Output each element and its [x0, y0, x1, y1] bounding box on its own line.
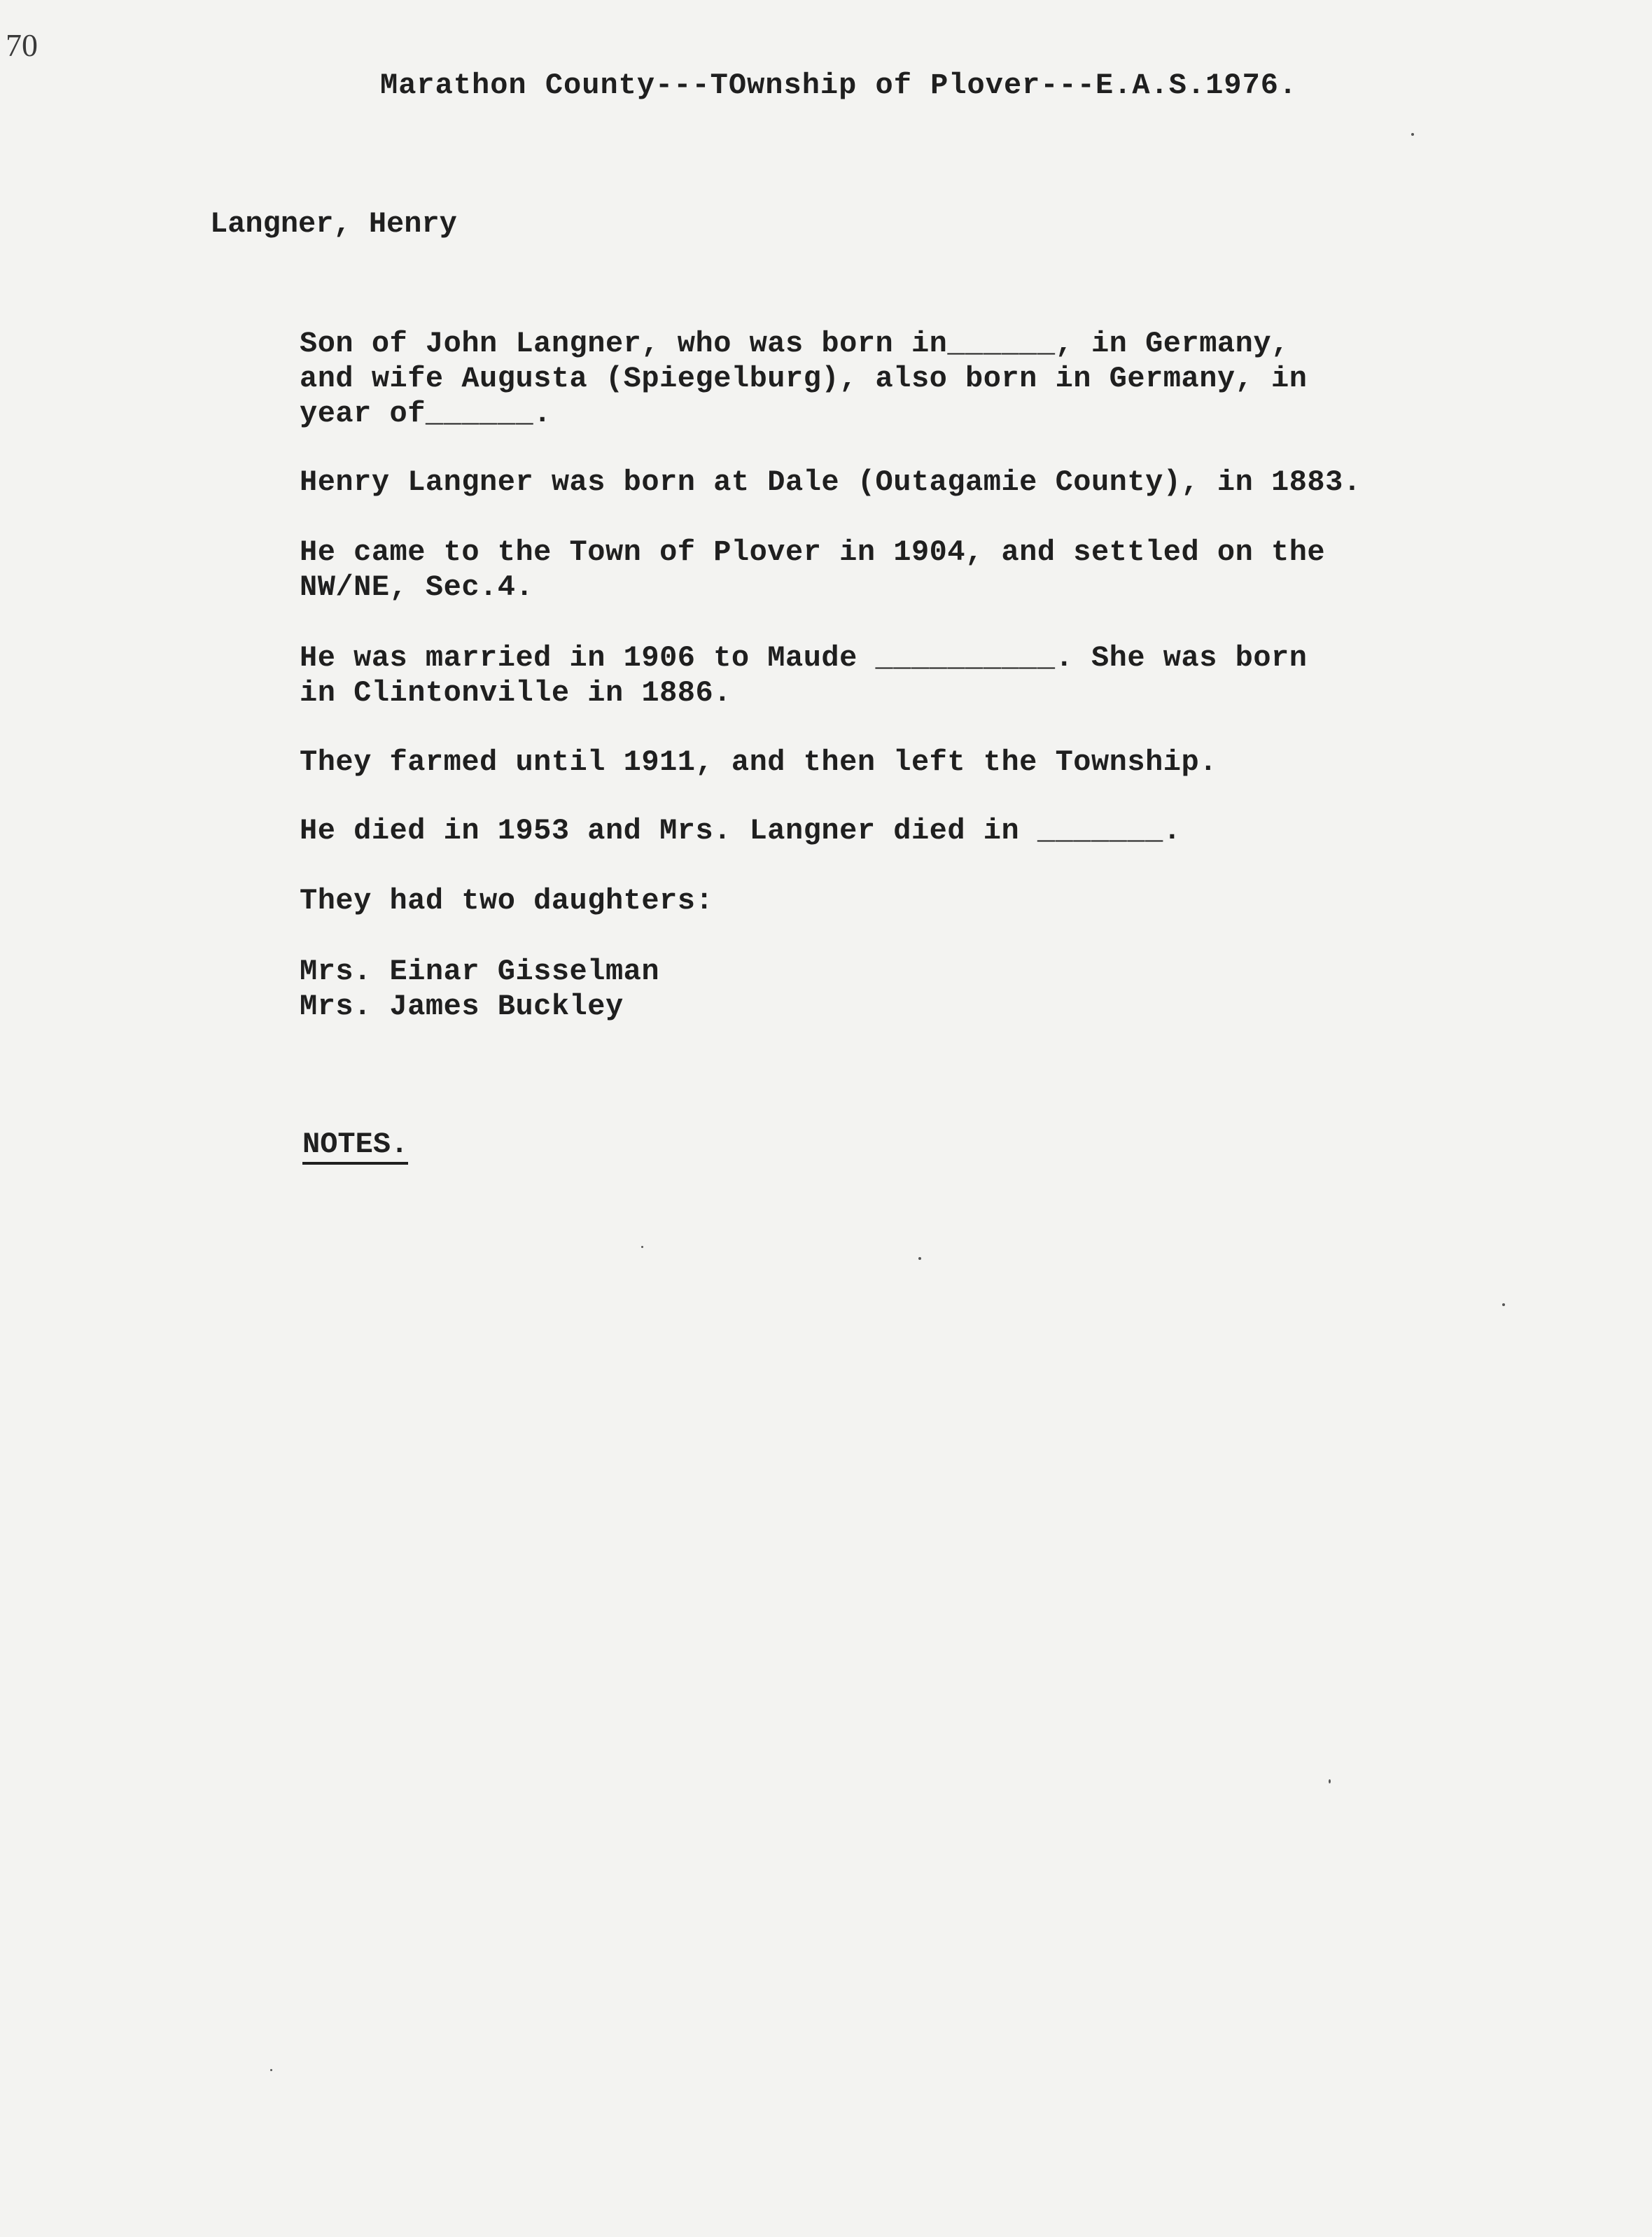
paragraph-farming: They farmed until 1911, and then left the Township.	[300, 745, 1217, 779]
paragraph-settlement: He came to the Town of Plover in 1904, and settled on the NW/NE, Sec.4.	[300, 535, 1326, 604]
notes-heading: NOTES.	[302, 1128, 408, 1165]
paragraph-birth: Henry Langner was born at Dale (Outagamie County), in 1883.	[300, 465, 1362, 499]
paper-speck	[918, 1257, 921, 1260]
paper-speck	[1411, 133, 1414, 136]
paper-speck	[270, 2069, 272, 2071]
paper-speck	[1329, 1779, 1331, 1783]
paragraph-marriage: He was married in 1906 to Maude __________. She was born in Clintonville in 1886.	[300, 641, 1308, 710]
document-header: Marathon County---TOwnship of Plover---E.A.S.1976.	[380, 69, 1298, 102]
paper-speck	[1502, 1303, 1505, 1306]
paragraph-parents: Son of John Langner, who was born in______, in Germany, and wife Augusta (Spiegelburg), also born in Germany, in year of______.	[300, 327, 1308, 430]
paper-speck	[641, 1246, 643, 1248]
page-number: 70	[6, 27, 38, 63]
daughters-list: Mrs. Einar Gisselman Mrs. James Buckley	[300, 955, 660, 1023]
paragraph-daughters-intro: They had two daughters:	[300, 884, 714, 918]
subject-name: Langner, Henry	[210, 207, 457, 241]
paragraph-deaths: He died in 1953 and Mrs. Langner died in _______.	[300, 814, 1182, 848]
